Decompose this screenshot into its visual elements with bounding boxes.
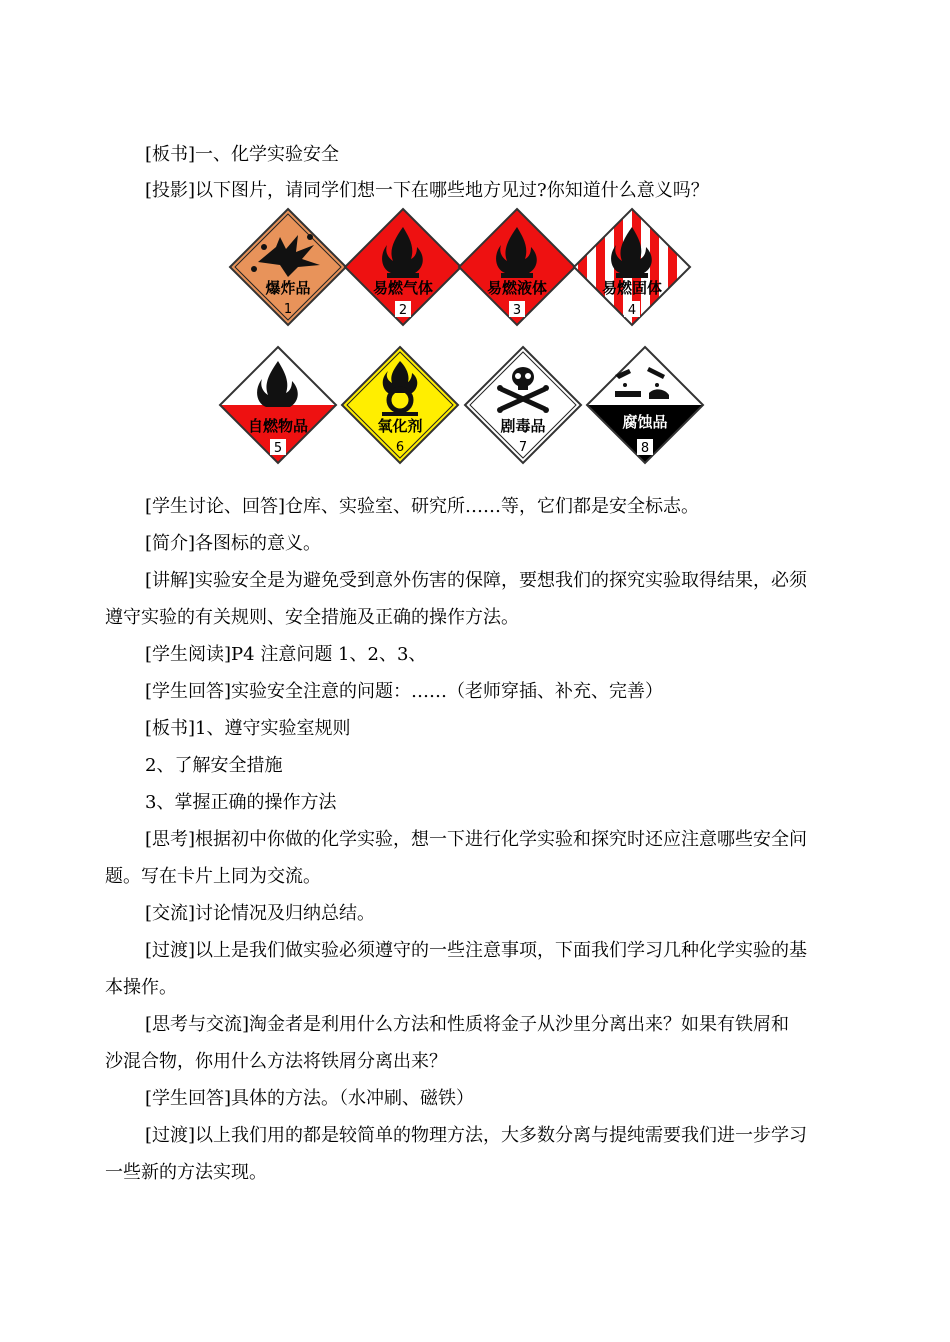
text-line: [思考]根据初中你做的化学实验，想一下进行化学实验和探究时还应注意哪些安全问	[145, 829, 808, 850]
text-line: 题。写在卡片上同为交流。	[105, 866, 321, 887]
sign-label: 腐蚀品	[622, 413, 668, 431]
hazard-signs-figure	[210, 205, 710, 485]
text-line: [过渡]以上是我们做实验必须遵守的一些注意事项，下面我们学习几种化学实验的基	[145, 940, 808, 961]
text-line: [学生回答]实验安全注意的问题：……（老师穿插、补充、完善）	[145, 681, 664, 702]
text-line: 3、掌握正确的操作方法	[145, 792, 337, 813]
sign-label: 自燃物品	[247, 417, 309, 435]
text-line: [学生讨论、回答]仓库、实验室、研究所……等，它们都是安全标志。	[145, 496, 700, 517]
text-line: 沙混合物，你用什么方法将铁屑分离出来？	[105, 1051, 447, 1072]
text-line: [板书]1、遵守实验室规则	[145, 718, 351, 739]
text-line: [板书]一、化学实验安全	[145, 144, 340, 165]
hazard-sign-spontaneous-combustion	[218, 345, 338, 465]
sign-number: 8	[640, 441, 650, 456]
text-line: 本操作。	[105, 977, 177, 998]
text-line: [学生回答]具体的方法。（水冲刷、磁铁）	[145, 1088, 475, 1109]
sign-label: 剧毒品	[500, 417, 546, 435]
text-line: [思考与交流]淘金者是利用什么方法和性质将金子从沙里分离出来？如果有铁屑和	[145, 1014, 790, 1035]
text-line: [学生阅读]P4 注意问题 1、2、3、	[145, 644, 427, 665]
text-line: [过渡]以上我们用的都是较简单的物理方法，大多数分离与提纯需要我们进一步学习	[145, 1125, 808, 1146]
sign-label: 易燃气体	[372, 279, 434, 297]
sign-label: 易燃液体	[486, 279, 548, 297]
hazard-sign-flammable-solid	[572, 207, 692, 327]
sign-number: 5	[273, 441, 283, 456]
text-line: 遵守实验的有关规则、安全措施及正确的操作方法。	[105, 607, 519, 628]
hazard-sign-toxic	[463, 345, 583, 465]
text-line: [交流]讨论情况及归纳总结。	[145, 903, 376, 924]
hazard-sign-corrosive	[585, 345, 705, 465]
sign-label: 爆炸品	[265, 279, 311, 297]
sign-number: 4	[627, 303, 637, 318]
text-line: [讲解]实验安全是为避免受到意外伤害的保障，要想我们的探究实验取得结果，必须	[145, 570, 808, 591]
text-line: 2、了解安全措施	[145, 755, 283, 776]
hazard-sign-flammable-liquid	[457, 207, 577, 327]
sign-number: 1	[283, 302, 293, 317]
sign-number: 7	[518, 440, 528, 455]
sign-label: 氧化剂	[377, 417, 423, 435]
sign-label: 易燃固体	[601, 279, 663, 297]
sign-number: 6	[395, 440, 405, 455]
hazard-sign-flammable-gas	[343, 207, 463, 327]
hazard-sign-explosive	[228, 207, 348, 327]
text-line: [简介]各图标的意义。	[145, 533, 322, 554]
text-line: 一些新的方法实现。	[105, 1162, 267, 1183]
hazard-sign-oxidizer	[340, 345, 460, 465]
sign-number: 2	[398, 303, 408, 318]
text-line: [投影]以下图片，请同学们想一下在哪些地方见过?你知道什么意义吗？	[145, 180, 709, 201]
sign-number: 3	[512, 303, 522, 318]
